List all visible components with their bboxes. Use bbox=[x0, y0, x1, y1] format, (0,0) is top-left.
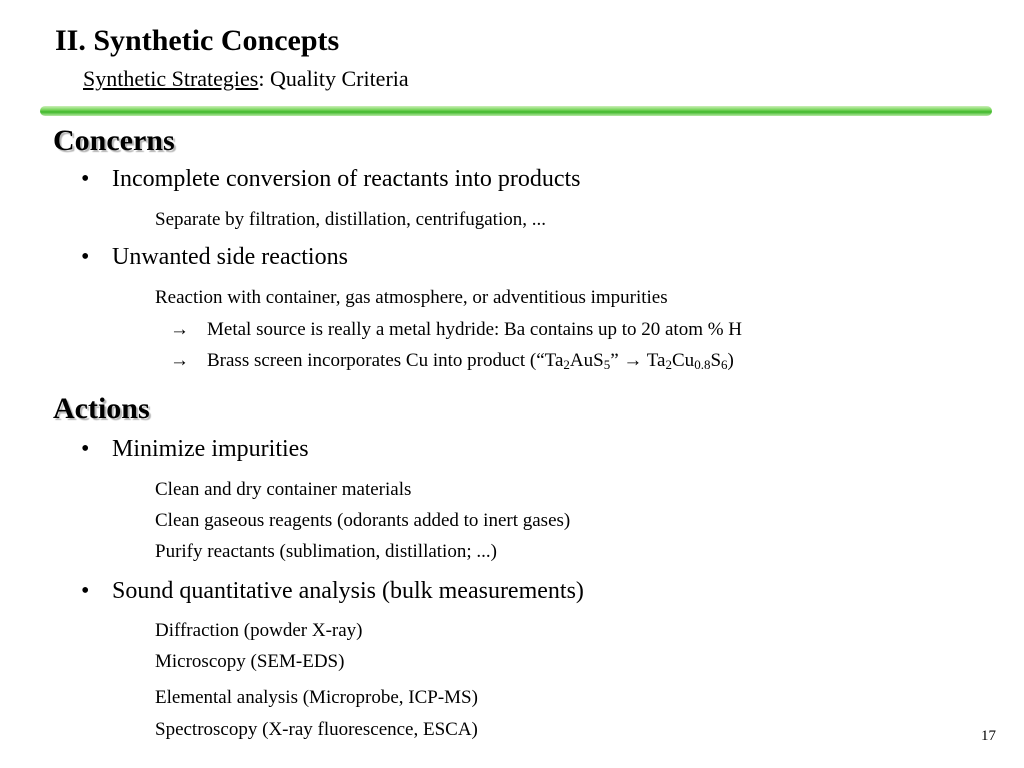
detail-line: Elemental analysis (Microprobe, ICP-MS) bbox=[155, 687, 478, 708]
arrow-item: → Metal source is really a metal hydride: Ba contains up to 20 atom % H bbox=[170, 319, 743, 340]
bullet-icon: • bbox=[81, 166, 90, 192]
detail-line: Clean gaseous reagents (odorants added to inert gases) bbox=[155, 510, 571, 531]
detail-line: Reaction with container, gas atmosphere, or adventitious impurities bbox=[155, 287, 668, 308]
bullet-item: • Incomplete conversion of reactants into products bbox=[81, 166, 581, 192]
header-divider bbox=[40, 106, 992, 116]
bullet-icon: • bbox=[81, 244, 90, 270]
arrow-right-icon: → bbox=[170, 350, 189, 371]
bullet-item: • Minimize impurities bbox=[81, 436, 309, 462]
detail-line: Microscopy (SEM-EDS) bbox=[155, 651, 345, 672]
slide-title: II. Synthetic Concepts bbox=[55, 24, 340, 57]
bullet-item: • Unwanted side reactions bbox=[81, 244, 348, 270]
arrow-item bbox=[170, 350, 734, 372]
bullet-icon: • bbox=[81, 578, 90, 604]
bullet-item: • Sound quantitative analysis (bulk measurements) bbox=[81, 578, 584, 604]
arrow-right-icon: → bbox=[170, 319, 189, 340]
detail-line: Separate by filtration, distillation, centrifugation, ... bbox=[155, 209, 546, 230]
slide-subtitle bbox=[83, 66, 409, 92]
formula-text: Brass screen incorporates Cu into product (“$Ta_2AuS_5$” → $Ta_2Cu_{0.8}S_6$) bbox=[207, 350, 734, 372]
bullet-icon: • bbox=[81, 436, 90, 462]
detail-line: Purify reactants (sublimation, distillation; ...) bbox=[155, 541, 497, 562]
page-number: 17 bbox=[981, 728, 996, 744]
section-heading-actions: Actions bbox=[53, 392, 150, 425]
detail-line: Spectroscopy (X-ray fluorescence, ESCA) bbox=[155, 719, 478, 740]
subtitle-qualifier: : Quality Criteria bbox=[258, 66, 409, 91]
section-heading-concerns: Concerns bbox=[53, 124, 175, 157]
detail-line: Diffraction (powder X-ray) bbox=[155, 620, 363, 641]
detail-line: Clean and dry container materials bbox=[155, 479, 412, 500]
subtitle-topic: Synthetic Strategies bbox=[83, 66, 259, 91]
